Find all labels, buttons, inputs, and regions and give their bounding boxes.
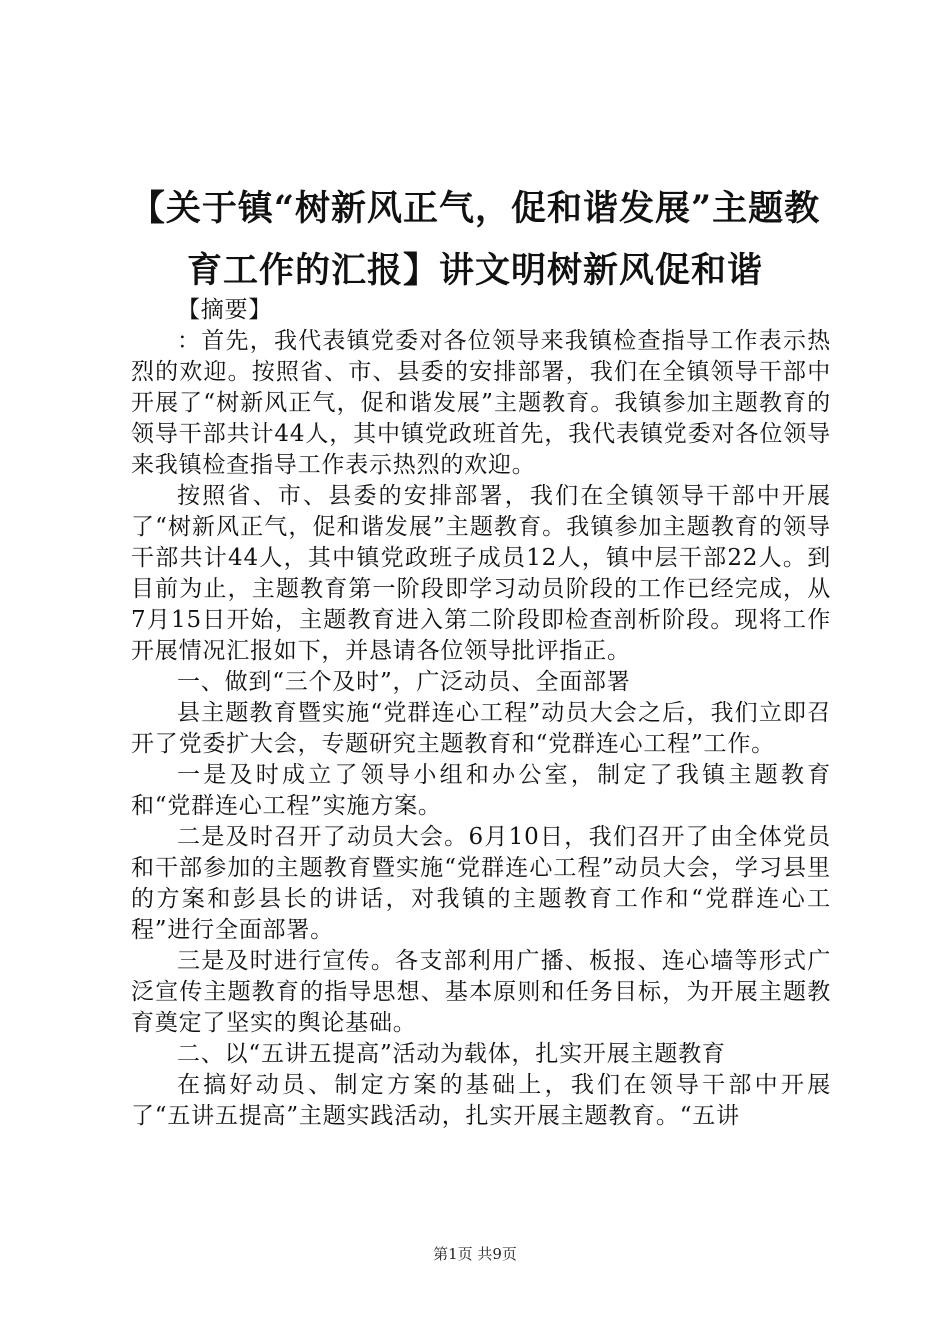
abstract-paragraph: ：首先，我代表镇党委对各位领导来我镇检查指导工作表示热烈的欢迎。按照省、市、县委的安排部署，我们在全镇领导干部中开展了“树新风正气，促和谐发展”主题教育。我镇参加主题教育的领导干部共计44人，其中镇党政班首先，我代表镇党委对各位领导来我镇检查指导工作表示热烈的欢迎。 (131, 328, 831, 478)
body-paragraph: 在搞好动员、制定方案的基础上，我们在领导干部中开展了“五讲五提高”主题实践活动，扎实开展主题教育。“五讲 (131, 1072, 831, 1129)
document-body (131, 295, 831, 1132)
body-paragraph: 三是及时进行宣传。各支部利用广播、板报、连心墙等形式广泛宣传主题教育的指导思想、基本原则和任务目标，为开展主题教育奠定了坚实的舆论基础。 (131, 948, 831, 1036)
body-paragraph: 县主题教育暨实施“党群连心工程”动员大会之后，我们立即召开了党委扩大会，专题研究主题教育和“党群连心工程”工作。 (131, 700, 831, 757)
title-line-1: 【关于镇“树新风正气，促和谐发展”主题教 (129, 188, 821, 229)
abstract-heading: 【摘要】 (177, 297, 273, 323)
section-heading-1: 一、做到“三个及时”，广泛动员、全面部署 (177, 669, 631, 695)
title-line-2: 育工作的汇报】讲文明树新风促和谐 (186, 250, 763, 291)
document-title (100, 178, 850, 302)
body-paragraph: 按照省、市、县委的安排部署，我们在全镇领导干部中开展了“树新风正气，促和谐发展”主题教育。我镇参加主题教育的领导干部共计44人，其中镇党政班子成员12人，镇中层干部22人。到目前为止，主题教育第一阶段即学习动员阶段的工作已经完成，从7月15日开始，主题教育进入第二阶段即检查剖析阶段。现将工作开展情况汇报如下，并恳请各位领导批评指正。 (131, 483, 831, 664)
page-footer: 第1页 共9页 (433, 1245, 517, 1263)
body-paragraph: 二是及时召开了动员大会。6月10日，我们召开了由全体党员和干部参加的主题教育暨实施“党群连心工程”动员大会，学习县里的方案和彭县长的讲话，对我镇的主题教育工作和“党群连心工程”进行全面部署。 (131, 824, 831, 943)
section-heading-2: 二、以“五讲五提高”活动为载体，扎实开展主题教育 (177, 1041, 726, 1067)
body-paragraph: 一是及时成立了领导小组和办公室，制定了我镇主题教育和“党群连心工程”实施方案。 (131, 762, 831, 819)
